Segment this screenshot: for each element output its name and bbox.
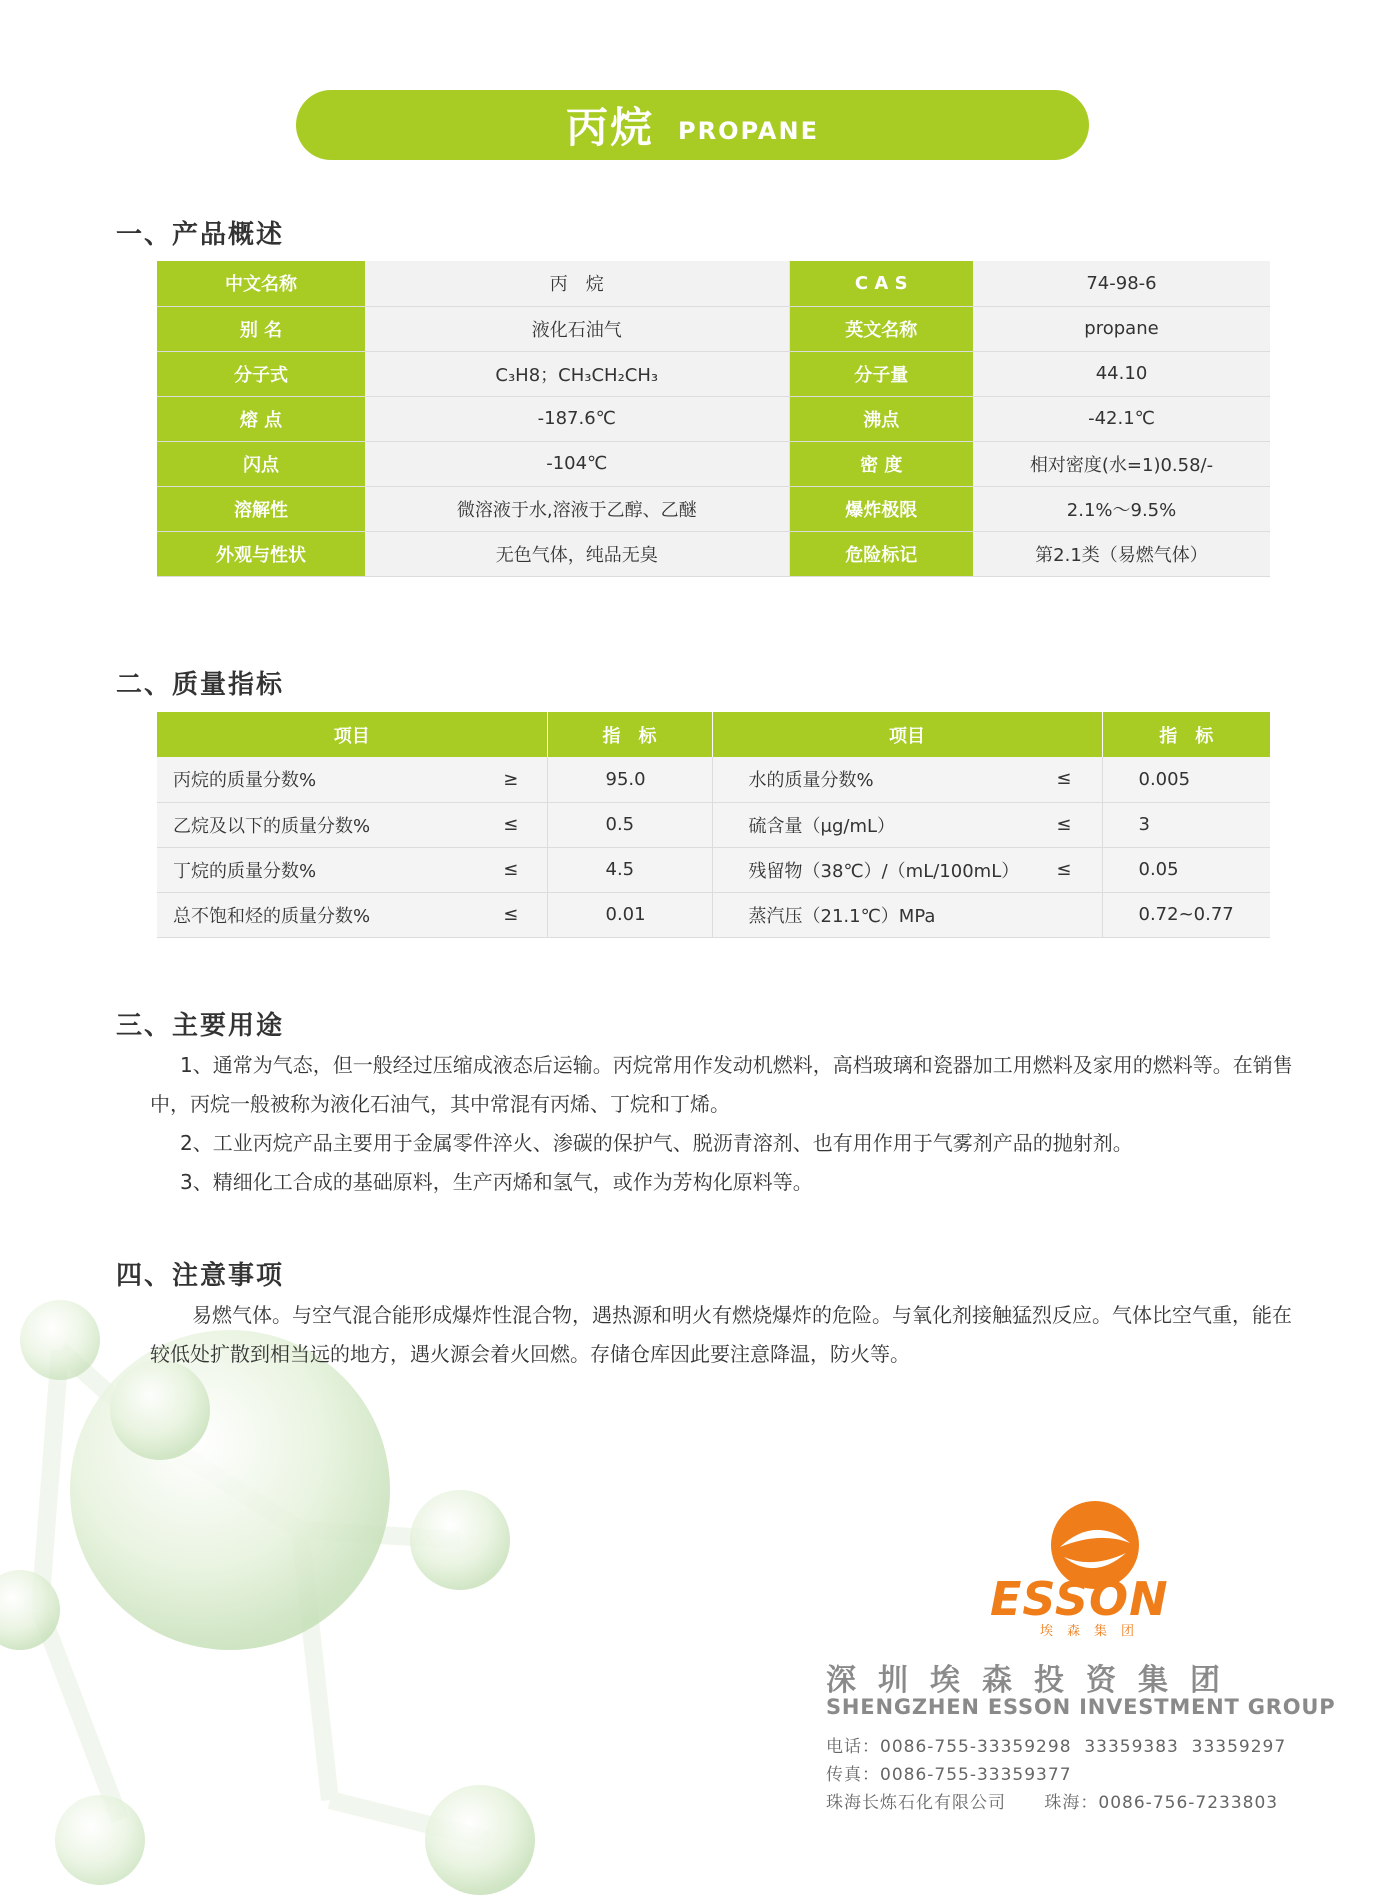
overview-label: 溶解性 [157,486,365,531]
quality-comparator: ≤ [1056,858,1072,880]
overview-label: 闪点 [157,441,365,486]
title-en: PROPANE [678,117,819,145]
quality-item-name-text: 水的质量分数% [748,770,874,792]
overview-label: 密 度 [789,441,973,486]
uses-item-2: 2、工业丙烷产品主要用于金属零件淬火、渗碳的保护气、脱沥青溶剂、也有用作用于气雾剂产品的抛射剂。 [180,1131,1133,1155]
quality-index-value: 4.5 [547,847,712,892]
overview-value: 2.1%～9.5% [973,486,1270,531]
overview-label: 分子量 [789,351,973,396]
quality-index-value: 3 [1102,802,1270,847]
quality-index-value: 95.0 [547,757,712,802]
quality-item-name-text: 硫含量（μg/mL） [748,815,896,837]
quality-index-value: 0.72~0.77 [1102,892,1270,937]
quality-header-index-left: 指 标 [547,712,712,757]
quality-item-name: 总不饱和烃的质量分数% [157,892,475,937]
uses-item-3: 3、精细化工合成的基础原料，生产丙烯和氢气，或作为芳构化原料等。 [180,1170,813,1194]
overview-value: -187.6℃ [365,396,789,441]
overview-row [157,306,1270,351]
quality-item-name [712,847,1102,892]
section-heading-quality: 二、质量指标 [116,670,285,700]
contact-fax: 传真：0086-755-33359377 [826,1765,1072,1785]
quality-index-value: 0.005 [1102,757,1270,802]
company-name-en: SHENGZHEN ESSON INVESTMENT GROUP [826,1695,1336,1719]
overview-value: -42.1℃ [973,396,1270,441]
overview-row [157,261,1270,306]
quality-item-name [712,892,1102,937]
overview-label: 英文名称 [789,306,973,351]
quality-item-name [712,802,1102,847]
quality-item-name-text: 蒸汽压（21.1℃）MPa [748,905,936,927]
title-cn: 丙烷 [566,103,655,152]
quality-comparator: ≤ [475,847,547,892]
section-heading-notice: 四、注意事项 [116,1261,285,1291]
overview-row [157,351,1270,396]
quality-row [157,892,1270,937]
overview-value: 微溶液于水,溶液于乙醇、乙醚 [365,486,789,531]
notice-paragraph [150,1296,1295,1374]
section-heading-uses: 三、主要用途 [116,1011,285,1041]
quality-table [157,712,1270,938]
quality-row [157,802,1270,847]
quality-index-value: 0.05 [1102,847,1270,892]
overview-value: 74-98-6 [973,261,1270,306]
quality-item-name: 丁烷的质量分数% [157,847,475,892]
quality-item-name-text: 残留物（38℃）/（mL/100mL） [748,860,1020,882]
overview-value: 相对密度(水=1)0.58/- [973,441,1270,486]
overview-value: -104℃ [365,441,789,486]
uses-item-1: 1、通常为气态，但一般经过压缩成液态后运输。丙烷常用作发动机燃料，高档玻璃和瓷器加工用燃料及家用的燃料等。在销售中，丙烷一般被称为液化石油气，其中常混有丙烯、丁烷和丁烯。 [150,1053,1293,1116]
overview-label: 中文名称 [157,261,365,306]
overview-value: 44.10 [973,351,1270,396]
notice-text: 易燃气体。与空气混合能形成爆炸性混合物，遇热源和明火有燃烧爆炸的危险。与氧化剂接触猛烈反应。气体比空气重，能在较低处扩散到相当远的地方，遇火源会着火回燃。存储仓库因此要注意降温，防火等。 [150,1303,1292,1366]
overview-label: 别 名 [157,306,365,351]
overview-value: 丙 烷 [365,261,789,306]
uses-paragraphs [150,1046,1295,1202]
overview-row [157,486,1270,531]
overview-table [157,261,1270,577]
overview-label: 爆炸极限 [789,486,973,531]
quality-header-item-left: 项目 [157,712,547,757]
quality-item-name [712,757,1102,802]
quality-index-value: 0.01 [547,892,712,937]
overview-row [157,396,1270,441]
quality-header-index-right: 指 标 [1102,712,1270,757]
logo-text: ESSON [990,1572,1169,1626]
overview-label: 外观与性状 [157,531,365,576]
overview-label: 沸点 [789,396,973,441]
quality-row [157,847,1270,892]
quality-row [157,757,1270,802]
logo-subtext: 埃森集团 [1040,1624,1149,1639]
overview-value: propane [973,306,1270,351]
overview-label: 危险标记 [789,531,973,576]
overview-row [157,531,1270,576]
company-name-cn: 深圳埃森投资集团 [826,1663,1242,1698]
section-heading-overview: 一、产品概述 [116,220,285,250]
quality-comparator: ≤ [1056,768,1072,789]
quality-comparator: ≤ [1056,813,1072,835]
overview-label: C A S [789,261,973,306]
quality-header-item-right: 项目 [712,712,1102,757]
quality-item-name: 丙烷的质量分数% [157,757,475,802]
quality-comparator: ≤ [475,892,547,937]
quality-comparator: ≤ [475,802,547,847]
contact-branch: 珠海长炼石化有限公司 珠海：0086-756-7233803 [826,1793,1279,1813]
overview-row [157,441,1270,486]
overview-label: 分子式 [157,351,365,396]
quality-comparator: ≥ [475,757,547,802]
quality-index-value: 0.5 [547,802,712,847]
overview-value: C₃H8；CH₃CH₂CH₃ [365,351,789,396]
overview-label: 熔 点 [157,396,365,441]
quality-item-name: 乙烷及以下的质量分数% [157,802,475,847]
overview-value: 液化石油气 [365,306,789,351]
contact-phone: 电话：0086-755-33359298 33359383 33359297 [826,1737,1287,1757]
title-banner [296,90,1089,160]
overview-value: 第2.1类（易燃气体） [973,531,1270,576]
overview-value: 无色气体，纯品无臭 [365,531,789,576]
